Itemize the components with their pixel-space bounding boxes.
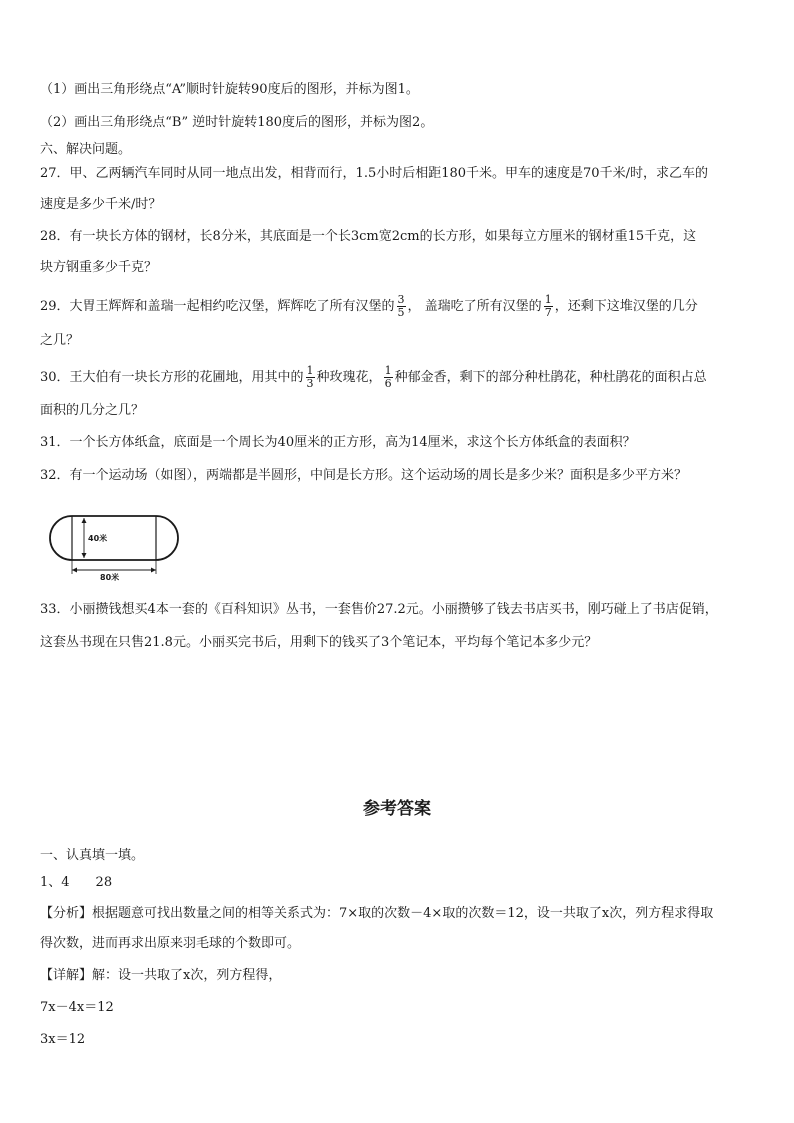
track-outline bbox=[50, 516, 178, 560]
fraction-one-sixth: $\frac{1}{6}$ bbox=[384, 364, 392, 390]
question-31: 31．一个长方体纸盒，底面是一个周长为40厘米的正方形，高为14厘米，求这个长方体纸盒的表面积？ bbox=[40, 435, 636, 450]
question-32: 32．有一个运动场（如图），两端都是半圆形，中间是长方形。这个运动场的周长是多少米？面积是多少平方米？ bbox=[40, 468, 688, 483]
question-30-line-1 bbox=[40, 365, 758, 390]
width-arrow-left bbox=[72, 568, 77, 573]
answer-1: 1、4 28 bbox=[40, 875, 113, 890]
question-30-line-2: 面积的几分之几？ bbox=[40, 403, 145, 418]
answer-key-title: 参考答案 bbox=[363, 799, 431, 819]
section-heading-solve-problems: 六、解决问题。 bbox=[40, 142, 132, 157]
detail-line: 【详解】解：设一共取了x次，列方程得， bbox=[40, 968, 282, 983]
question-29-text-a: 29．大胃王辉辉和盖瑞一起相约吃汉堡，辉辉吃了所有汉堡的 bbox=[40, 299, 395, 314]
question-29-text-c: ，还剩下这堆汉堡的几分 bbox=[554, 299, 698, 314]
question-29-text-b: ， 盖瑞吃了所有汉堡的 bbox=[407, 299, 542, 314]
answer-section-heading: 一、认真填一填。 bbox=[40, 848, 145, 863]
question-28-line-2: 块方钢重多少千克？ bbox=[40, 260, 158, 275]
width-arrow-right bbox=[151, 568, 156, 573]
equation-2: 3x＝12 bbox=[40, 1032, 86, 1047]
question-1-rotate-a: （1）画出三角形绕点“A”顺时针旋转90度后的图形，并标为图1。 bbox=[40, 82, 419, 97]
question-33-line-2: 这套丛书现在只售21.8元。小丽买完书后，用剩下的钱买了3个笔记本，平均每个笔记本多少元？ bbox=[40, 635, 598, 650]
question-30-text-b: 种玫瑰花， bbox=[316, 370, 382, 385]
fraction-one-seventh: $\frac{1}{7}$ bbox=[544, 293, 552, 319]
question-29-line-2: 之几？ bbox=[40, 333, 80, 348]
question-30-text-c: 种郁金香，剩下的部分种杜鹃花，种杜鹃花的面积占总 bbox=[394, 370, 707, 385]
height-label: 40米 bbox=[88, 534, 108, 543]
question-33-line-1: 33．小丽攒钱想买4本一套的《百科知识》丛书，一套售价27.2元。小丽攒够了钱去书店买书，刚巧碰上了书店促销， bbox=[40, 602, 718, 617]
equation-1: 7x－4x＝12 bbox=[40, 1000, 114, 1015]
height-arrow-bottom bbox=[82, 553, 87, 558]
fraction-three-fifths: $\frac{3}{5}$ bbox=[397, 293, 405, 319]
sports-field-diagram bbox=[46, 506, 186, 584]
analysis-line-2: 得次数，进而再求出原来羽毛球的个数即可。 bbox=[40, 936, 301, 951]
question-27-line-2: 速度是多少千米/时？ bbox=[40, 197, 162, 212]
height-arrow-top bbox=[82, 518, 87, 523]
question-2-rotate-b: （2）画出三角形绕点“B” 逆时针旋转180度后的图形，并标为图2。 bbox=[40, 115, 434, 130]
sports-field-figure bbox=[46, 506, 186, 584]
question-28-line-1: 28．有一块长方体的钢材，长8分米，其底面是一个长3cm宽2cm的长方形，如果每立方厘米的钢材重15千克，这 bbox=[40, 229, 697, 244]
question-27-line-1: 27．甲、乙两辆汽车同时从同一地点出发，相背而行，1.5小时后相距180千米。甲车的速度是70千米/时，求乙车的 bbox=[40, 166, 708, 181]
width-label: 80米 bbox=[100, 573, 120, 582]
analysis-line-1: 【分析】根据题意可找出数量之间的相等关系式为：7×取的次数－4×取的次数＝12，设一共取了x次，列方程求得取 bbox=[40, 906, 714, 921]
question-29-line-1 bbox=[40, 294, 758, 319]
fraction-one-third: $\frac{1}{3}$ bbox=[306, 364, 314, 390]
question-30-text-a: 30．王大伯有一块长方形的花圃地，用其中的 bbox=[40, 370, 304, 385]
